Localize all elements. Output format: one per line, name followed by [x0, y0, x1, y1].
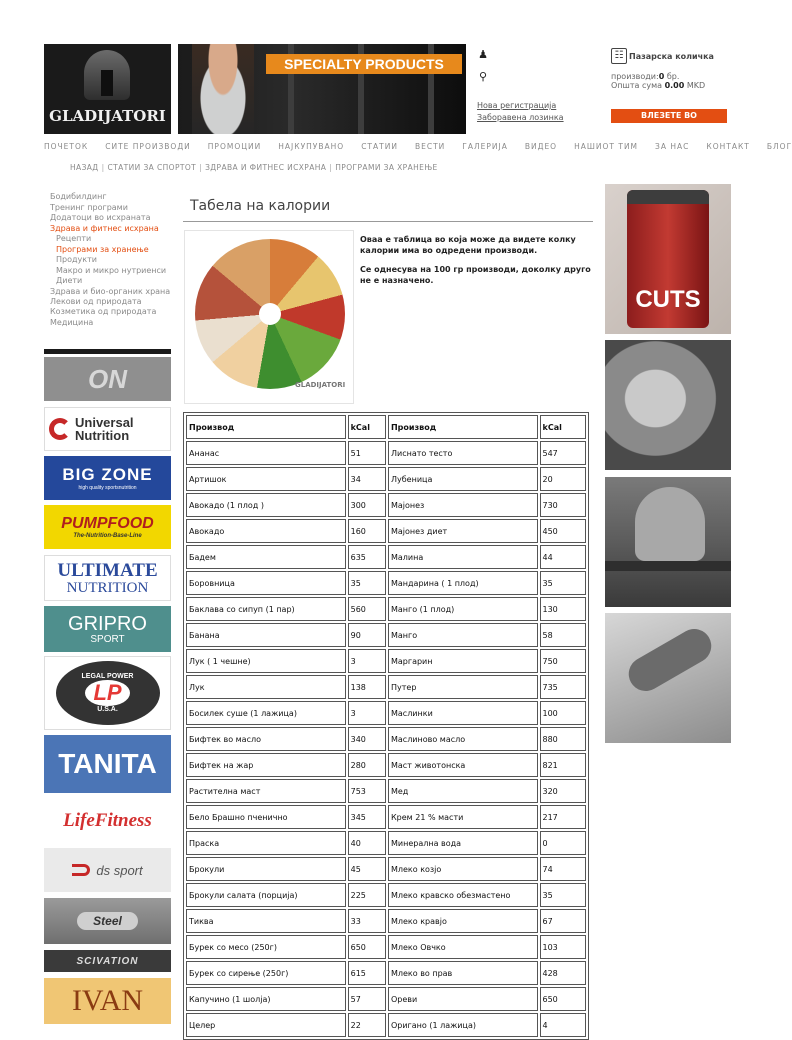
- header-banner[interactable]: [178, 44, 466, 134]
- cell-kcal: 57: [348, 987, 386, 1011]
- nav-item-articles[interactable]: СТАТИИ: [361, 142, 398, 151]
- brand-dssport-text: ds sport: [96, 862, 143, 878]
- cell-kcal: 320: [540, 779, 587, 803]
- sidebar-item-training[interactable]: Тренинг програми: [50, 202, 128, 212]
- cell-product: Оригано (1 лажица): [388, 1013, 538, 1037]
- table-row: [186, 935, 586, 959]
- cart-items-unit: бр.: [666, 72, 680, 81]
- table-row: [186, 753, 586, 777]
- cell-product: Бело Брашно пченично: [186, 805, 346, 829]
- nav-item-about[interactable]: ЗА НАС: [655, 142, 690, 151]
- cell-product: Бурек со сирење (250г): [186, 961, 346, 985]
- key-icon[interactable]: ⚲: [478, 70, 488, 83]
- calorie-table-body: [186, 441, 586, 1037]
- cell-kcal: 67: [540, 909, 587, 933]
- cell-product: Мајонез: [388, 493, 538, 517]
- nav-item-home[interactable]: ПОЧЕТОК: [44, 142, 89, 151]
- product-lid: [627, 190, 709, 204]
- cell-kcal: 74: [540, 857, 587, 881]
- cell-product: Баклава со сипуп (1 пар): [186, 597, 346, 621]
- cell-product: Млеко кравјо: [388, 909, 538, 933]
- brand-pumpfood-tagline: The-Nutrition-Base-Line: [73, 533, 142, 539]
- nav-item-news[interactable]: ВЕСТИ: [414, 142, 446, 151]
- cart-icon: ☷: [611, 48, 627, 64]
- sidebar-item-recipes[interactable]: Рецепти: [56, 234, 92, 243]
- product-tub: [627, 190, 709, 328]
- register-icon[interactable]: ♟: [478, 48, 488, 61]
- intro-paragraph-2: Се однесува на 100 гр производи, доколку друго не е назначено.: [360, 265, 591, 285]
- brand-pumpfood-text: PUMPFOOD: [61, 515, 154, 532]
- cell-product: Бадем: [186, 545, 346, 569]
- column-header-kcal: kCal: [540, 415, 587, 439]
- nav-item-promotions[interactable]: ПРОМОЦИИ: [207, 142, 262, 151]
- table-row: [186, 467, 586, 491]
- cart-total-value: 0.00: [664, 81, 685, 90]
- cell-kcal: 35: [348, 571, 386, 595]
- cell-product: Брокули: [186, 857, 346, 881]
- title-divider: [183, 221, 593, 222]
- brand-logo-dssport[interactable]: [44, 848, 171, 892]
- nav-item-contact[interactable]: КОНТАКТ: [706, 142, 750, 151]
- sidebar-item-nutrition-programs[interactable]: Програми за хранење: [56, 244, 149, 254]
- cell-product: Лиснато тесто: [388, 441, 538, 465]
- brand-on-text: ON: [88, 363, 127, 394]
- cell-product: Брокули салата (порција): [186, 883, 346, 907]
- cell-kcal: 560: [348, 597, 386, 621]
- cell-kcal: 0: [540, 831, 587, 855]
- cell-product: Манго: [388, 623, 538, 647]
- athlete-photo-arm[interactable]: [605, 613, 731, 743]
- cell-product: Маслинки: [388, 701, 538, 725]
- brand-logo-gripro[interactable]: [44, 606, 171, 652]
- cell-kcal: 44: [540, 545, 587, 569]
- table-row: [186, 1013, 586, 1037]
- sidebar-menu: [50, 192, 174, 328]
- cell-product: Млеко козјо: [388, 857, 538, 881]
- cell-kcal: 35: [540, 571, 587, 595]
- food-pie-image: [184, 230, 354, 404]
- cell-kcal: 40: [348, 831, 386, 855]
- cell-product: Ананас: [186, 441, 346, 465]
- nav-item-blog[interactable]: БЛОГ: [766, 142, 792, 151]
- cell-kcal: 22: [348, 1013, 386, 1037]
- cell-kcal: 225: [348, 883, 386, 907]
- column-header-product: Производ: [186, 415, 346, 439]
- column-header-kcal: kCal: [348, 415, 386, 439]
- cell-kcal: 821: [540, 753, 587, 777]
- table-row: [186, 493, 586, 517]
- cell-product: Артишок: [186, 467, 346, 491]
- universal-swirl-icon: [49, 418, 71, 440]
- sidebar-item-products[interactable]: Продукти: [56, 255, 97, 264]
- page-title: Табела на калории: [190, 198, 331, 214]
- cart-items-label: производи:: [611, 72, 659, 81]
- cell-kcal: 33: [348, 909, 386, 933]
- cell-product: Млеко Овчко: [388, 935, 538, 959]
- dssport-swoosh-icon: [72, 864, 90, 876]
- brand-bigzone-tagline: high quality sportsnutrition: [78, 485, 137, 491]
- cell-product: Лук: [186, 675, 346, 699]
- athlete-photo-barbell[interactable]: [605, 477, 731, 607]
- brand-ivan-text: IVAN: [71, 984, 144, 1017]
- cell-kcal: 450: [540, 519, 587, 543]
- cell-kcal: 650: [348, 935, 386, 959]
- cell-product: Малина: [388, 545, 538, 569]
- cell-product: Боровница: [186, 571, 346, 595]
- breadcrumb-separator: |: [101, 163, 105, 172]
- athlete-arm: [623, 623, 718, 697]
- table-row: [186, 649, 586, 673]
- banner-title: SPECIALTY PRODUCTS: [266, 54, 462, 74]
- helmet-icon: [84, 50, 130, 100]
- breadcrumb-separator: |: [329, 163, 333, 172]
- cell-product: Тиква: [186, 909, 346, 933]
- breadcrumb-sport-articles[interactable]: СТАТИИ ЗА СПОРТОТ: [107, 163, 197, 172]
- cart-currency: MKD: [686, 81, 706, 90]
- calorie-table: [183, 412, 589, 1040]
- athlete-photo-back[interactable]: [605, 340, 731, 470]
- nav-item-gallery[interactable]: ГАЛЕРИЈА: [462, 142, 508, 151]
- brand-logo-bigzone[interactable]: [44, 456, 171, 500]
- table-row: [186, 987, 586, 1011]
- brand-legalpower-lp: LP: [85, 680, 129, 706]
- register-link[interactable]: Нова регистрација: [477, 101, 557, 110]
- breadcrumb-separator: |: [199, 163, 203, 172]
- breadcrumb: [70, 163, 438, 172]
- table-row: [186, 805, 586, 829]
- breadcrumb-healthy-nutrition[interactable]: ЗДРАВА И ФИТНЕС ИСХРАНА: [205, 163, 327, 172]
- brand-universal-text: Universal Nutrition: [75, 415, 134, 443]
- table-row: [186, 727, 586, 751]
- cell-product: Маст животонска: [388, 753, 538, 777]
- cell-kcal: 45: [348, 857, 386, 881]
- cell-product: Минерална вода: [388, 831, 538, 855]
- cart-items-count: 0: [658, 72, 665, 81]
- brand-logo-ivan[interactable]: [44, 978, 171, 1024]
- cell-kcal: 217: [540, 805, 587, 829]
- table-header-row: [186, 415, 586, 439]
- cell-kcal: 300: [348, 493, 386, 517]
- enter-cart-button[interactable]: ВЛЕЗЕТЕ ВО КОЛИЧКАТА: [611, 109, 727, 123]
- cell-kcal: 650: [540, 987, 587, 1011]
- cell-kcal: 547: [540, 441, 587, 465]
- brand-legalpower-usa: U.S.A.: [97, 706, 118, 713]
- cell-product: Млеко во прав: [388, 961, 538, 985]
- cell-product: Маслиново масло: [388, 727, 538, 751]
- banner-athlete-image: [192, 44, 254, 134]
- image-watermark: GLADIJATORI: [295, 381, 346, 389]
- cell-kcal: 428: [540, 961, 587, 985]
- cell-kcal: 280: [348, 753, 386, 777]
- sidebar-item-supplements[interactable]: Додатоци во исхраната: [50, 213, 151, 222]
- cell-kcal: 51: [348, 441, 386, 465]
- cell-product: Млеко кравско обезмастено: [388, 883, 538, 907]
- brand-logo-ultimate[interactable]: [44, 555, 171, 601]
- brand-ultimate-nutrition-text: NUTRITION: [66, 579, 149, 596]
- cell-product: Бурек со месо (250г): [186, 935, 346, 959]
- cell-product: Путер: [388, 675, 538, 699]
- brand-logo-universal[interactable]: [44, 407, 171, 451]
- table-row: [186, 701, 586, 725]
- product-animal-cuts-image[interactable]: [605, 184, 731, 334]
- cell-product: Целер: [186, 1013, 346, 1037]
- cell-product: Крем 21 % масти: [388, 805, 538, 829]
- breadcrumb-back[interactable]: НАЗАД: [70, 163, 99, 172]
- cell-kcal: 3: [348, 649, 386, 673]
- nav-item-bestsellers[interactable]: НАЈКУПУВАНО: [278, 142, 345, 151]
- nav-item-video[interactable]: ВИДЕО: [524, 142, 558, 151]
- cell-kcal: 103: [540, 935, 587, 959]
- brand-logo-on[interactable]: [44, 357, 171, 401]
- table-row: [186, 961, 586, 985]
- sidebar-item-natural-medicine[interactable]: Лекови од природата: [50, 296, 142, 306]
- breadcrumb-nutrition-programs[interactable]: ПРОГРАМИ ЗА ХРАНЕЊЕ: [335, 163, 438, 172]
- brand-scivation-text: SCIVATION: [76, 955, 139, 967]
- cell-product: Маргарин: [388, 649, 538, 673]
- sidebar-item-bodybuilding[interactable]: Бодибилдинг: [50, 192, 107, 201]
- brand-legalpower-text: LEGAL POWER: [81, 673, 134, 680]
- forgot-password-link[interactable]: Заборавена лозинка: [477, 113, 564, 122]
- athlete-figure: [635, 487, 705, 561]
- cell-product: Капучино (1 шолја): [186, 987, 346, 1011]
- sidebar-divider: [44, 349, 171, 354]
- cell-product: Мандарина ( 1 плод): [388, 571, 538, 595]
- sidebar-item-diets[interactable]: Диети: [56, 276, 83, 285]
- sidebar-item-bio-organic[interactable]: Здрава и био-органик храна: [50, 286, 171, 296]
- table-row: [186, 857, 586, 881]
- logo-text: GLADIJATORI: [49, 107, 166, 125]
- brand-logo-pumpfood[interactable]: [44, 505, 171, 549]
- cell-product: Босилек суше (1 лажица): [186, 701, 346, 725]
- table-row: [186, 597, 586, 621]
- site-logo[interactable]: [44, 44, 171, 134]
- brand-bigzone-text: BIG ZONE: [62, 465, 153, 484]
- table-row: [186, 545, 586, 569]
- cell-kcal: 615: [348, 961, 386, 985]
- sidebar-item-natural-cosmetics[interactable]: Козметика од природата: [50, 307, 157, 316]
- sidebar-item-healthy-nutrition[interactable]: Здрава и фитнес исхрана: [50, 223, 159, 233]
- table-row: [186, 571, 586, 595]
- cell-kcal: 100: [540, 701, 587, 725]
- cell-product: Банана: [186, 623, 346, 647]
- cell-product: Манго (1 плод): [388, 597, 538, 621]
- cell-kcal: 90: [348, 623, 386, 647]
- cell-product: Мед: [388, 779, 538, 803]
- cell-kcal: 730: [540, 493, 587, 517]
- brand-logo-legalpower[interactable]: [44, 656, 171, 730]
- cell-product: Растителна маст: [186, 779, 346, 803]
- table-row: [186, 519, 586, 543]
- table-row: [186, 831, 586, 855]
- product-label: CUTS: [635, 286, 701, 313]
- brand-gripro-text: GRIPRO: [68, 612, 147, 635]
- cell-product: Бифтек во масло: [186, 727, 346, 751]
- cell-kcal: 3: [348, 701, 386, 725]
- cart-total-label: Општа сума: [611, 81, 663, 90]
- shopping-cart-summary: [611, 48, 741, 90]
- cell-kcal: 160: [348, 519, 386, 543]
- brand-lifefitness-text: LifeFitness: [63, 810, 152, 831]
- cell-kcal: 880: [540, 727, 587, 751]
- legalpower-badge: [56, 661, 160, 725]
- cell-kcal: 753: [348, 779, 386, 803]
- brand-logo-tanita[interactable]: [44, 735, 171, 793]
- table-row: [186, 779, 586, 803]
- cell-product: Праска: [186, 831, 346, 855]
- food-pie-chart-image: [195, 239, 345, 389]
- table-row: [186, 441, 586, 465]
- cell-kcal: 130: [540, 597, 587, 621]
- intro-paragraph-1: Оваа е таблица во која може да видете колку калории има во одредени производи.: [360, 235, 576, 255]
- brand-ultimate-text: ULTIMATE: [57, 559, 158, 581]
- cart-title: Пазарска количка: [629, 51, 714, 61]
- cell-kcal: 340: [348, 727, 386, 751]
- cell-kcal: 735: [540, 675, 587, 699]
- cell-kcal: 138: [348, 675, 386, 699]
- cell-kcal: 35: [540, 883, 587, 907]
- table-row: [186, 909, 586, 933]
- cell-product: Авокадо (1 плод ): [186, 493, 346, 517]
- intro-text: [360, 234, 592, 294]
- brand-logo-steel[interactable]: [44, 898, 171, 944]
- cell-kcal: 58: [540, 623, 587, 647]
- table-row: [186, 883, 586, 907]
- cell-kcal: 750: [540, 649, 587, 673]
- cell-kcal: 635: [348, 545, 386, 569]
- barbell-bar: [605, 561, 731, 571]
- brand-steel-text: Steel: [77, 912, 138, 930]
- cell-kcal: 34: [348, 467, 386, 491]
- cell-kcal: 20: [540, 467, 587, 491]
- sidebar-item-macro-micro[interactable]: Макро и микро нутриенси: [56, 265, 167, 275]
- cell-kcal: 345: [348, 805, 386, 829]
- nav-item-all-products[interactable]: СИТЕ ПРОИЗВОДИ: [105, 142, 191, 151]
- cell-product: Ореви: [388, 987, 538, 1011]
- brand-logo-lifefitness[interactable]: [44, 799, 171, 843]
- brand-gripro-tagline: SPORT: [90, 633, 125, 645]
- cell-product: Авокадо: [186, 519, 346, 543]
- cell-kcal: 4: [540, 1013, 587, 1037]
- brand-tanita-text: TANITA: [58, 748, 157, 779]
- cell-product: Бифтек на жар: [186, 753, 346, 777]
- nav-item-team[interactable]: НАШИОТ ТИМ: [574, 142, 639, 151]
- brand-logo-scivation[interactable]: [44, 950, 171, 972]
- column-header-product: Производ: [388, 415, 538, 439]
- cell-product: Лук ( 1 чешне): [186, 649, 346, 673]
- main-nav: [44, 142, 792, 151]
- cell-product: Лубеница: [388, 467, 538, 491]
- cell-product: Мајонез диет: [388, 519, 538, 543]
- sidebar-item-medicine[interactable]: Медицина: [50, 317, 94, 327]
- table-row: [186, 675, 586, 699]
- table-row: [186, 623, 586, 647]
